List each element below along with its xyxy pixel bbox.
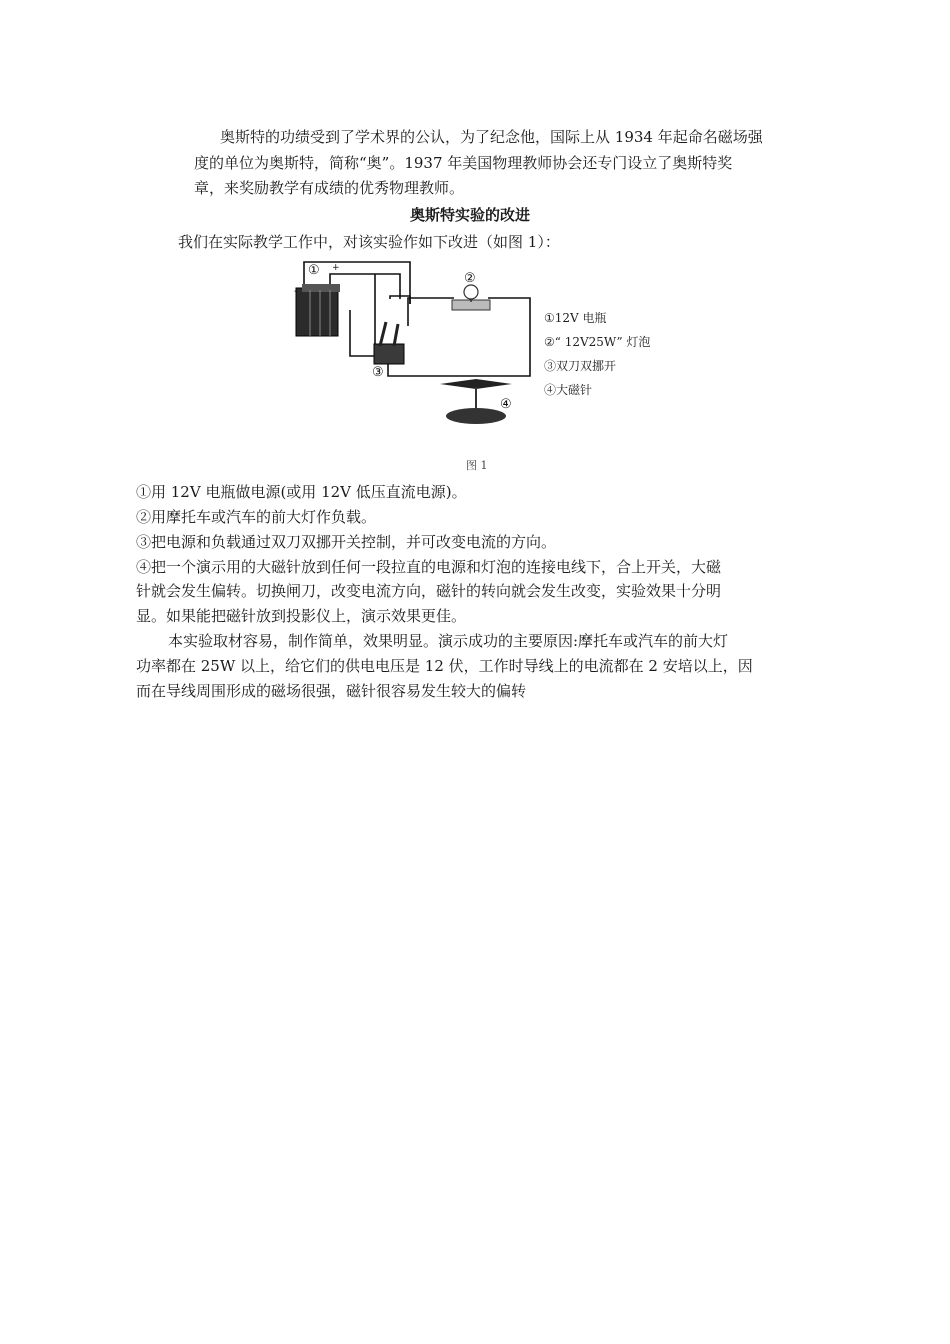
intro-line-2: 度的单位为奥斯特，简称“奥”。1937 年美国物理教师协会还专门设立了奥斯特奖 <box>194 154 733 172</box>
item-4-line-3: 显。如果能把磁针放到投影仪上，演示效果更佳。 <box>136 607 467 625</box>
item-4-line-2: 针就会发生偏转。切换闸刀，改变电流方向，磁针的转向就会发生改变，实验效果十分明 <box>136 582 722 600</box>
circuit-diagram <box>290 254 660 444</box>
marker-plus: + <box>332 263 340 273</box>
intro-line-1: 奥斯特的功绩受到了学术界的公认，为了纪念他，国际上从 1934 年起命名磁场强 <box>220 128 763 146</box>
battery-icon <box>296 284 340 336</box>
conclusion-line-3: 而在导线周围形成的磁场很强，磁针很容易发生较大的偏转 <box>136 682 527 700</box>
marker-1: ① <box>308 263 320 278</box>
circuit-figure <box>290 254 660 444</box>
lead-text: 我们在实际教学工作中，对该实验作如下改进（如图 1）： <box>178 233 560 251</box>
figure-caption: 图 1 <box>466 459 488 472</box>
section-title: 奥斯特实验的改进 <box>410 206 531 224</box>
conclusion-line-1: 本实验取材容易，制作简单，效果明显。演示成功的主要原因:摩托车或汽车的前大灯 <box>168 632 729 650</box>
marker-3: ③ <box>372 365 384 380</box>
switch-icon <box>374 322 404 364</box>
lamp-icon <box>452 285 490 310</box>
intro-line-3: 章，来奖励教学有成绩的优秀物理教师。 <box>194 179 465 197</box>
legend-item-3: ③双刀双挪开 <box>544 359 617 373</box>
legend-item-4: ④大磁针 <box>544 383 593 397</box>
item-2: ②用摩托车或汽车的前大灯作负载。 <box>136 508 377 526</box>
legend-item-2: ②“ 12V25W” 灯泡 <box>544 335 651 349</box>
marker-4: ④ <box>500 397 512 412</box>
item-3: ③把电源和负载通过双刀双挪开关控制，并可改变电流的方向。 <box>136 533 557 551</box>
item-4-line-1: ④把一个演示用的大磁针放到任何一段拉直的电源和灯泡的连接电线下，合上开关，大磁 <box>136 558 722 576</box>
conclusion-line-2: 功率都在 25W 以上，给它们的供电电压是 12 伏，工作时导线上的电流都在 2 安培以上，因 <box>136 657 753 675</box>
marker-2: ② <box>464 271 476 286</box>
legend-item-1: ①12V 电瓶 <box>544 311 607 325</box>
item-1: ①用 12V 电瓶做电源(或用 12V 低压直流电源)。 <box>136 483 467 501</box>
figure-legend <box>544 310 650 397</box>
marker-minus: - <box>294 286 298 297</box>
